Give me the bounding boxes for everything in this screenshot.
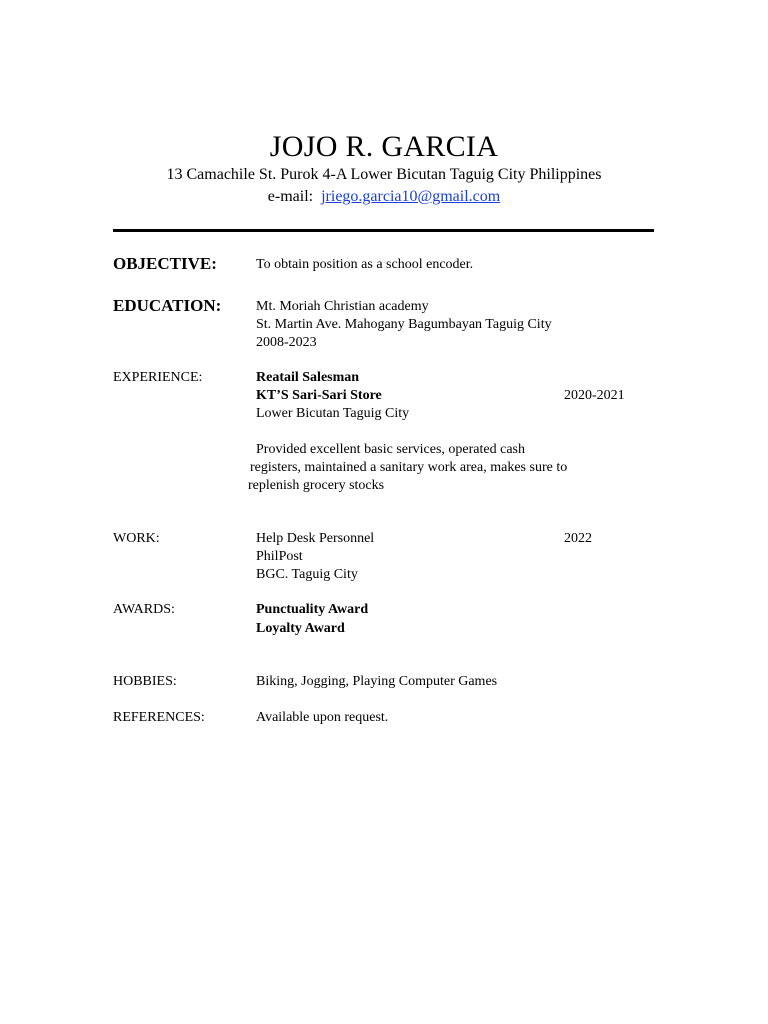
objective-text: To obtain position as a school encoder.	[256, 257, 474, 272]
education-label: EDUCATION:	[113, 296, 222, 315]
experience-label: EXPERIENCE:	[113, 370, 203, 385]
experience-description-line-3: replenish grocery stocks	[248, 478, 385, 493]
work-year: 2022	[564, 531, 592, 546]
objective-label: OBJECTIVE:	[113, 254, 217, 273]
experience-description-line-1: Provided excellent basic services, operated cash	[256, 442, 526, 457]
header-divider	[113, 229, 654, 232]
award-item: Loyalty Award	[256, 621, 345, 636]
references-label: REFERENCES:	[113, 710, 205, 725]
applicant-address: 13 Camachile St. Purok 4-A Lower Bicutan Taguig City Philippines	[166, 166, 602, 183]
experience-description-line-2: registers, maintained a sanitary work area, makes sure to	[250, 460, 568, 475]
references-text: Available upon request.	[256, 710, 389, 725]
work-label: WORK:	[113, 531, 160, 546]
experience-title: Reatail Salesman	[256, 370, 360, 385]
email-line	[0, 187, 768, 207]
awards-label: AWARDS:	[113, 602, 175, 617]
education-school: Mt. Moriah Christian academy	[256, 299, 429, 314]
award-item: Punctuality Award	[256, 602, 369, 617]
work-company: PhilPost	[256, 549, 303, 564]
experience-company: KT’S Sari-Sari Store	[256, 388, 382, 403]
hobbies-text: Biking, Jogging, Playing Computer Games	[256, 674, 498, 689]
email-link[interactable]: jriego.garcia10@gmail.com	[321, 188, 501, 205]
hobbies-label: HOBBIES:	[113, 674, 177, 689]
education-address: St. Martin Ave. Mahogany Bagumbayan Taguig City	[256, 317, 552, 332]
experience-location: Lower Bicutan Taguig City	[256, 406, 410, 421]
work-title: Help Desk Personnel	[256, 531, 375, 546]
education-years: 2008-2023	[256, 335, 317, 350]
email-label: e-mail:	[267, 188, 314, 205]
experience-years: 2020-2021	[564, 388, 625, 403]
applicant-name: JOJO R. GARCIA	[269, 130, 499, 163]
work-location: BGC. Taguig City	[256, 567, 358, 582]
